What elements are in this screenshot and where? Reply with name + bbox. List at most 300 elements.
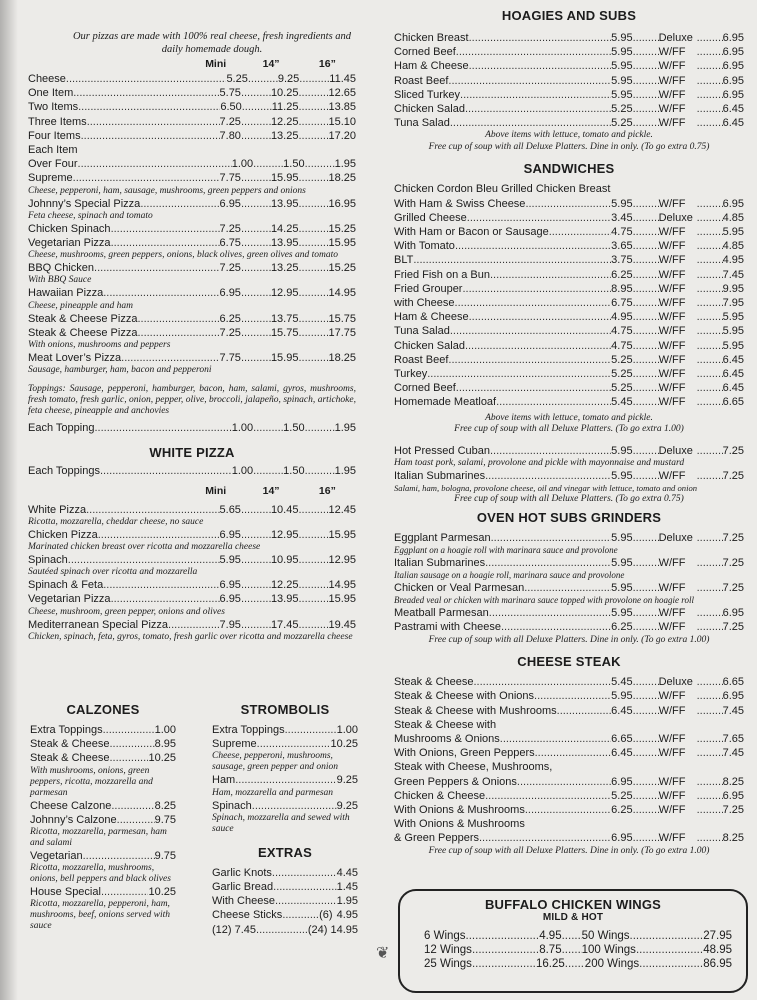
item-note: Ricotta, mozzarella, mushrooms, onions, bell peppers and black olives	[30, 863, 171, 885]
hoagie-row	[394, 31, 744, 45]
item-name: Eggplant Parmesan	[394, 531, 491, 544]
hoagie-row	[394, 116, 744, 130]
calzone-row	[30, 849, 176, 863]
item-name: Supreme	[28, 172, 73, 185]
item-price: 9.25	[336, 774, 358, 787]
dot-leader	[472, 957, 536, 971]
each-topping-row	[28, 421, 356, 435]
dot-leader	[697, 102, 723, 116]
grinder-row	[394, 531, 744, 545]
pizza-intro: Our pizzas are made with 100% real cheese, fresh ingredients and daily homemade dough.	[72, 31, 352, 55]
price-platter: 6.95	[722, 690, 744, 703]
price-platter: 6.45	[722, 368, 744, 381]
item-name: Chicken & Cheese	[394, 789, 486, 802]
item-name: Johnny’s Calzone	[30, 813, 117, 826]
price-platter: 7.25	[722, 469, 744, 482]
wings-price: 16.25	[536, 958, 565, 971]
dot-leader	[633, 296, 659, 310]
dot-leader	[633, 225, 659, 239]
dot-leader	[467, 211, 611, 225]
item-name: Spinach & Feta	[28, 579, 104, 592]
item-name: White Pizza	[28, 503, 87, 516]
dot-leader	[697, 353, 723, 367]
cheese-sticks-6: (6)	[319, 909, 333, 922]
cheese-sticks-24: (24) 14.95	[307, 923, 358, 936]
over-four-row	[28, 157, 356, 171]
dot-leader	[633, 581, 659, 595]
wings-price: 86.95	[703, 958, 732, 971]
dot-leader	[241, 618, 271, 632]
wings-row	[424, 929, 732, 943]
item-price: 8.95	[154, 738, 176, 751]
dot-leader	[168, 618, 219, 632]
dot-leader	[298, 618, 328, 632]
dot-leader	[636, 943, 703, 957]
dot-leader	[241, 129, 271, 143]
price-regular: 6.25	[611, 621, 633, 634]
cheese-steak-title: CHEESE STEAK	[517, 654, 621, 670]
dot-leader	[697, 803, 723, 817]
dot-leader	[633, 88, 659, 102]
dot-leader	[633, 775, 659, 789]
dot-leader	[448, 353, 611, 367]
item-name: Steak & Cheese with Mushrooms	[394, 704, 557, 717]
white-pizza-row	[28, 528, 356, 542]
price-regular: 6.25	[611, 803, 633, 816]
dot-leader	[121, 351, 219, 365]
dot-leader	[697, 59, 723, 73]
item-name: With Onions, Green Peppers	[394, 747, 535, 760]
price-16: 14.95	[328, 579, 356, 592]
price-14: 1.50	[283, 422, 305, 435]
dot-leader	[241, 503, 271, 517]
dot-leader	[490, 268, 611, 282]
calzone-list	[30, 723, 176, 932]
price-platter: 6.45	[722, 103, 744, 116]
cheese-sticks-row-2	[212, 923, 358, 937]
item-name: Extra Toppings	[30, 724, 103, 736]
item-name: Steak & Cheese with	[394, 718, 497, 731]
dot-leader	[111, 592, 220, 606]
dot-leader	[562, 929, 582, 943]
cuban-note: Ham toast pork, salami, provolone and pickle with mayonnaise and mustard	[394, 457, 685, 468]
item-name: Steak & Cheese	[394, 676, 474, 689]
item-note: Sausage, hamburger, ham, bacon and pepperoni	[28, 365, 212, 376]
item-name: Chicken Salad	[394, 339, 465, 352]
item-name: Chicken Spinach	[28, 222, 111, 235]
price-14: 13.75	[270, 312, 299, 325]
item-price: 1.00	[154, 724, 176, 736]
dot-leader	[633, 310, 659, 324]
dot-leader	[697, 367, 723, 381]
dot-leader	[633, 831, 659, 845]
price-regular: 5.95	[611, 60, 633, 73]
item-name: Chicken Pizza	[28, 528, 98, 541]
specialty-pizza-row	[28, 312, 356, 326]
dot-leader	[697, 606, 723, 620]
price-platter: 6.65	[722, 676, 744, 689]
dot-leader	[241, 115, 271, 129]
price-14: 10.95	[270, 554, 299, 567]
dot-leader	[633, 268, 659, 282]
dot-leader	[633, 324, 659, 338]
price-mini: 1.00	[231, 158, 254, 171]
price-platter: 8.25	[722, 775, 744, 788]
wings-price: 4.95	[539, 930, 562, 942]
price-14: 10.45	[270, 503, 299, 516]
dot-leader	[241, 312, 271, 326]
dot-leader	[633, 197, 659, 211]
dot-leader	[697, 395, 723, 409]
price-14: 11.25	[271, 101, 299, 114]
dot-leader	[241, 553, 271, 567]
item-name: House Special	[30, 886, 101, 899]
price-14: 12.95	[270, 287, 299, 300]
price-option: W/FF	[658, 368, 686, 381]
price-regular: 6.45	[611, 747, 633, 760]
price-regular: 6.65	[611, 732, 633, 745]
price-mini: 6.75	[219, 237, 241, 250]
price-14: 13.95	[270, 237, 299, 250]
price-14: 17.45	[270, 618, 299, 631]
dot-leader	[81, 129, 220, 143]
dot-leader	[111, 222, 220, 236]
sandwich-row	[394, 253, 744, 267]
item-name: Cheese Calzone	[30, 799, 112, 812]
price-mini: 5.25	[226, 73, 248, 85]
specialty-pizza-list	[28, 171, 356, 376]
price-option: W/FF	[658, 396, 686, 409]
price-option: W/FF	[658, 469, 686, 482]
price-platter: 5.95	[722, 325, 744, 338]
price-option: W/FF	[658, 297, 686, 310]
dot-leader	[697, 74, 723, 88]
item-note: Chicken, spinach, feta, gyros, tomato, fresh garlic over ricotta and mozzarella cheese	[28, 631, 353, 642]
dot-leader	[633, 381, 659, 395]
dot-leader	[253, 157, 283, 171]
price-option: W/FF	[658, 226, 686, 239]
price-16: 15.10	[328, 115, 356, 128]
price-platter: 4.85	[722, 240, 744, 253]
dot-leader	[241, 578, 271, 592]
pizza-row	[28, 157, 356, 171]
dot-leader	[298, 326, 328, 340]
item-note: Ricotta, mozzarella, cheddar cheese, no sauce	[28, 516, 204, 527]
dot-leader	[697, 88, 723, 102]
sandwich-row	[394, 310, 744, 324]
price-16: 12.45	[328, 503, 356, 516]
sandwiches-header-line: Chicken Cordon Bleu Grilled Chicken Breast	[394, 183, 611, 196]
price-14: 10.25	[270, 87, 299, 100]
cheese-steak-note: Free cup of soup with all Deluxe Platters. Dine in only. (To go extra 1.00)	[428, 845, 710, 856]
dot-leader	[98, 528, 220, 542]
item-name: Italian Submarines	[394, 469, 486, 482]
cheese-sticks-12: (12) 7.45	[212, 923, 257, 936]
dot-leader	[697, 675, 723, 689]
price-option: W/FF	[658, 747, 686, 760]
dot-leader	[697, 704, 723, 718]
price-mini: 7.75	[219, 172, 241, 185]
item-note: Eggplant on a hoagie roll with marinara sauce and provolone	[394, 544, 618, 555]
dot-leader	[469, 310, 612, 324]
dot-leader	[103, 286, 219, 300]
dot-leader	[633, 689, 659, 703]
cheese-steak-row	[394, 689, 744, 703]
white-pizza-each	[28, 464, 356, 478]
dot-leader	[257, 737, 331, 751]
price-mini: 6.95	[219, 579, 241, 592]
cheese-steak-list	[394, 675, 744, 845]
item-price: 9.75	[154, 850, 176, 863]
dot-leader	[633, 211, 659, 225]
price-mini: 7.95	[219, 618, 241, 631]
item-note: Feta cheese, spinach and tomato	[28, 210, 153, 221]
price-option: W/FF	[658, 311, 686, 324]
item-name: Steak & Cheese with Onions	[394, 690, 535, 703]
price-platter: 5.95	[722, 226, 744, 239]
item-name: Fried Grouper	[394, 282, 463, 295]
dot-leader	[305, 157, 335, 171]
extras-list	[212, 866, 358, 909]
dot-leader	[534, 689, 611, 703]
price-option: W/FF	[658, 60, 686, 73]
sandwiches-note-2: Free cup of soup with all Deluxe Platters. (To go extra 1.00)	[454, 424, 684, 435]
item-name: Steak & Cheese	[30, 738, 110, 751]
item-name: Steak & Cheese	[30, 752, 110, 765]
dot-leader	[490, 444, 611, 458]
item-price: 1.95	[336, 895, 358, 908]
dot-leader	[241, 261, 271, 275]
price-platter: 6.95	[722, 88, 744, 101]
dot-leader	[697, 581, 723, 595]
pizza-size-header	[28, 58, 356, 72]
dot-leader	[697, 831, 723, 845]
price-regular: 4.75	[611, 339, 633, 352]
price-regular: 5.25	[611, 382, 633, 395]
price-platter: 6.95	[722, 197, 744, 210]
dot-leader	[298, 528, 328, 542]
item-name: Meatball Parmesan	[394, 607, 489, 620]
item-price: 1.00	[336, 724, 358, 736]
price-option: W/FF	[658, 607, 686, 620]
price-platter: 7.65	[722, 732, 744, 745]
item-name: Homemade Meatloaf	[394, 396, 497, 409]
price-mini: 7.25	[219, 262, 241, 275]
price-platter: 5.95	[722, 311, 744, 324]
dot-leader	[633, 353, 659, 367]
dot-leader	[535, 746, 612, 760]
dot-leader	[465, 102, 611, 116]
price-option: W/FF	[658, 803, 686, 816]
price-option: W/FF	[658, 74, 686, 87]
price-16: 16.95	[328, 197, 356, 210]
item-name: Vegetarian Pizza	[28, 237, 111, 250]
cheese-steak-row	[394, 775, 744, 789]
price-regular: 5.95	[611, 690, 633, 703]
pizza-row	[28, 72, 356, 86]
item-name: Chicken or Veal Parmesan	[394, 581, 525, 594]
price-14: 9.25	[277, 73, 300, 85]
price-16: 18.25	[328, 172, 356, 185]
price-regular: 3.75	[611, 254, 633, 267]
cheese-steak-row	[394, 675, 744, 689]
item-price: 8.25	[154, 799, 176, 812]
item-name: Pastrami with Cheese	[394, 621, 501, 634]
dot-leader	[78, 100, 220, 114]
dot-leader	[474, 675, 612, 689]
price-mini: 6.95	[219, 593, 241, 606]
hoagies-note-2: Free cup of soup with all Deluxe Platters. Dine in only. (To go extra 0.75)	[428, 141, 710, 152]
dot-leader	[697, 469, 723, 483]
price-14: 13.25	[270, 262, 299, 275]
dot-leader	[298, 115, 328, 129]
item-name: With Cheese	[212, 895, 275, 908]
item-name: Steak & Cheese Pizza	[28, 312, 138, 325]
dot-leader	[633, 102, 659, 116]
item-name: Vegetarian Pizza	[28, 593, 111, 606]
dot-leader	[285, 723, 337, 737]
price-16: 15.75	[328, 312, 356, 325]
specialty-pizza-row	[28, 326, 356, 340]
dot-leader	[633, 74, 659, 88]
price-mini: 7.25	[219, 326, 241, 339]
price-mini: 7.75	[219, 352, 241, 365]
dot-leader	[485, 556, 611, 570]
dot-leader	[633, 606, 659, 620]
sandwich-row	[394, 239, 744, 253]
wings-count: 12 Wings	[424, 944, 472, 957]
specialty-pizza-row	[28, 286, 356, 300]
italian-note: Salami, ham, bologna, provolone cheese, oil and vinegar with lettuce, tomato and onion	[394, 483, 698, 494]
item-name: with Cheese	[394, 297, 455, 310]
item-name: Each Toppings	[28, 465, 100, 478]
dot-leader	[469, 31, 612, 45]
dot-leader	[562, 943, 582, 957]
dot-leader	[273, 880, 336, 894]
price-14: 12.95	[270, 528, 299, 541]
item-name: Johnny’s Special Pizza	[28, 197, 141, 210]
item-name: Grilled Cheese	[394, 211, 467, 224]
dot-leader	[455, 296, 612, 310]
dot-leader	[298, 86, 328, 100]
dot-leader	[413, 253, 611, 267]
price-regular: 5.45	[611, 396, 633, 409]
price-platter: 5.95	[722, 339, 744, 352]
dot-leader	[565, 957, 585, 971]
hoagie-row	[394, 59, 744, 73]
price-regular: 5.95	[611, 607, 633, 620]
dot-leader	[427, 367, 611, 381]
item-note: Cheese, mushroom, green pepper, onions and olives	[28, 606, 225, 617]
price-platter: 6.65	[722, 396, 744, 409]
price-mini: 5.95	[219, 554, 241, 567]
hoagie-row	[394, 88, 744, 102]
price-platter: 6.95	[722, 46, 744, 59]
item-name: With Onions & Mushrooms	[394, 803, 525, 816]
price-16: 12.95	[328, 554, 356, 567]
dot-leader	[103, 578, 219, 592]
grinder-row	[394, 581, 744, 595]
dot-leader	[633, 746, 659, 760]
item-name: Spinach	[28, 554, 68, 567]
price-16: 15.25	[328, 222, 356, 235]
dot-leader	[241, 197, 271, 211]
item-name: Hot Pressed Cuban	[394, 444, 490, 457]
price-regular: 5.25	[611, 789, 633, 802]
stromboli-row	[212, 799, 358, 813]
dot-leader	[466, 929, 540, 943]
item-name: Tuna Salad	[394, 117, 450, 130]
price-16: 15.95	[328, 237, 356, 250]
item-name: Ham & Cheese	[394, 60, 469, 73]
item-name: Tuna Salad	[394, 325, 450, 338]
price-option: W/FF	[658, 789, 686, 802]
price-platter: 6.95	[722, 789, 744, 802]
right-column	[394, 8, 744, 857]
wings-price: 8.75	[539, 944, 562, 957]
item-price: 4.45	[336, 866, 358, 879]
item-note: Marinated chicken breast over ricotta and mozzarella cheese	[28, 542, 261, 553]
dot-leader	[501, 620, 611, 634]
dot-leader	[101, 885, 149, 899]
price-option: W/FF	[658, 268, 686, 281]
wings-title: BUFFALO CHICKEN WINGS	[484, 897, 662, 912]
price-14: 15.95	[270, 352, 299, 365]
item-note: With onions, mushrooms and peppers	[28, 340, 171, 351]
white-pizza-row	[28, 578, 356, 592]
price-option: W/FF	[658, 103, 686, 116]
dot-leader	[633, 116, 659, 130]
cheese-steak-row	[394, 732, 744, 746]
price-platter: 9.95	[722, 282, 744, 295]
dot-leader	[557, 704, 612, 718]
dot-leader	[448, 74, 611, 88]
item-note: Cheese, pineapple and ham	[28, 300, 134, 311]
stromboli-row	[212, 737, 358, 751]
item-name: Corned Beef	[394, 382, 456, 395]
dot-leader	[633, 531, 659, 545]
dot-leader	[137, 312, 219, 326]
dot-leader	[630, 929, 704, 943]
price-regular: 3.65	[611, 240, 633, 253]
item-name: Ham & Cheese	[394, 311, 469, 324]
white-pizza-row	[28, 592, 356, 606]
price-regular: 5.95	[611, 46, 633, 59]
item-note: Ricotta, mozzarella, parmesan, ham and salami	[30, 827, 167, 849]
price-option: W/FF	[658, 197, 686, 210]
grinder-row	[394, 620, 744, 634]
dot-leader	[697, 211, 723, 225]
item-name: Sliced Turkey	[394, 88, 461, 101]
price-16: 14.95	[328, 287, 356, 300]
sandwich-row	[394, 268, 744, 282]
dot-leader	[450, 116, 611, 130]
item-name: Steak with Cheese, Mushrooms,	[394, 761, 553, 774]
price-regular: 4.75	[611, 325, 633, 338]
item-name: Steak & Cheese Pizza	[28, 326, 138, 339]
cheese-steak-row	[394, 817, 744, 831]
dot-leader	[241, 592, 271, 606]
dot-leader	[111, 236, 220, 250]
price-platter: 6.45	[722, 117, 744, 130]
size-16: 16”	[318, 58, 336, 70]
specialty-pizza-row	[28, 351, 356, 365]
dot-leader	[248, 72, 278, 86]
cheese-steak-row	[394, 803, 744, 817]
wings-subtitle: MILD & HOT	[542, 912, 604, 923]
price-option: Deluxe	[658, 676, 693, 689]
price-16: 17.20	[328, 129, 356, 142]
